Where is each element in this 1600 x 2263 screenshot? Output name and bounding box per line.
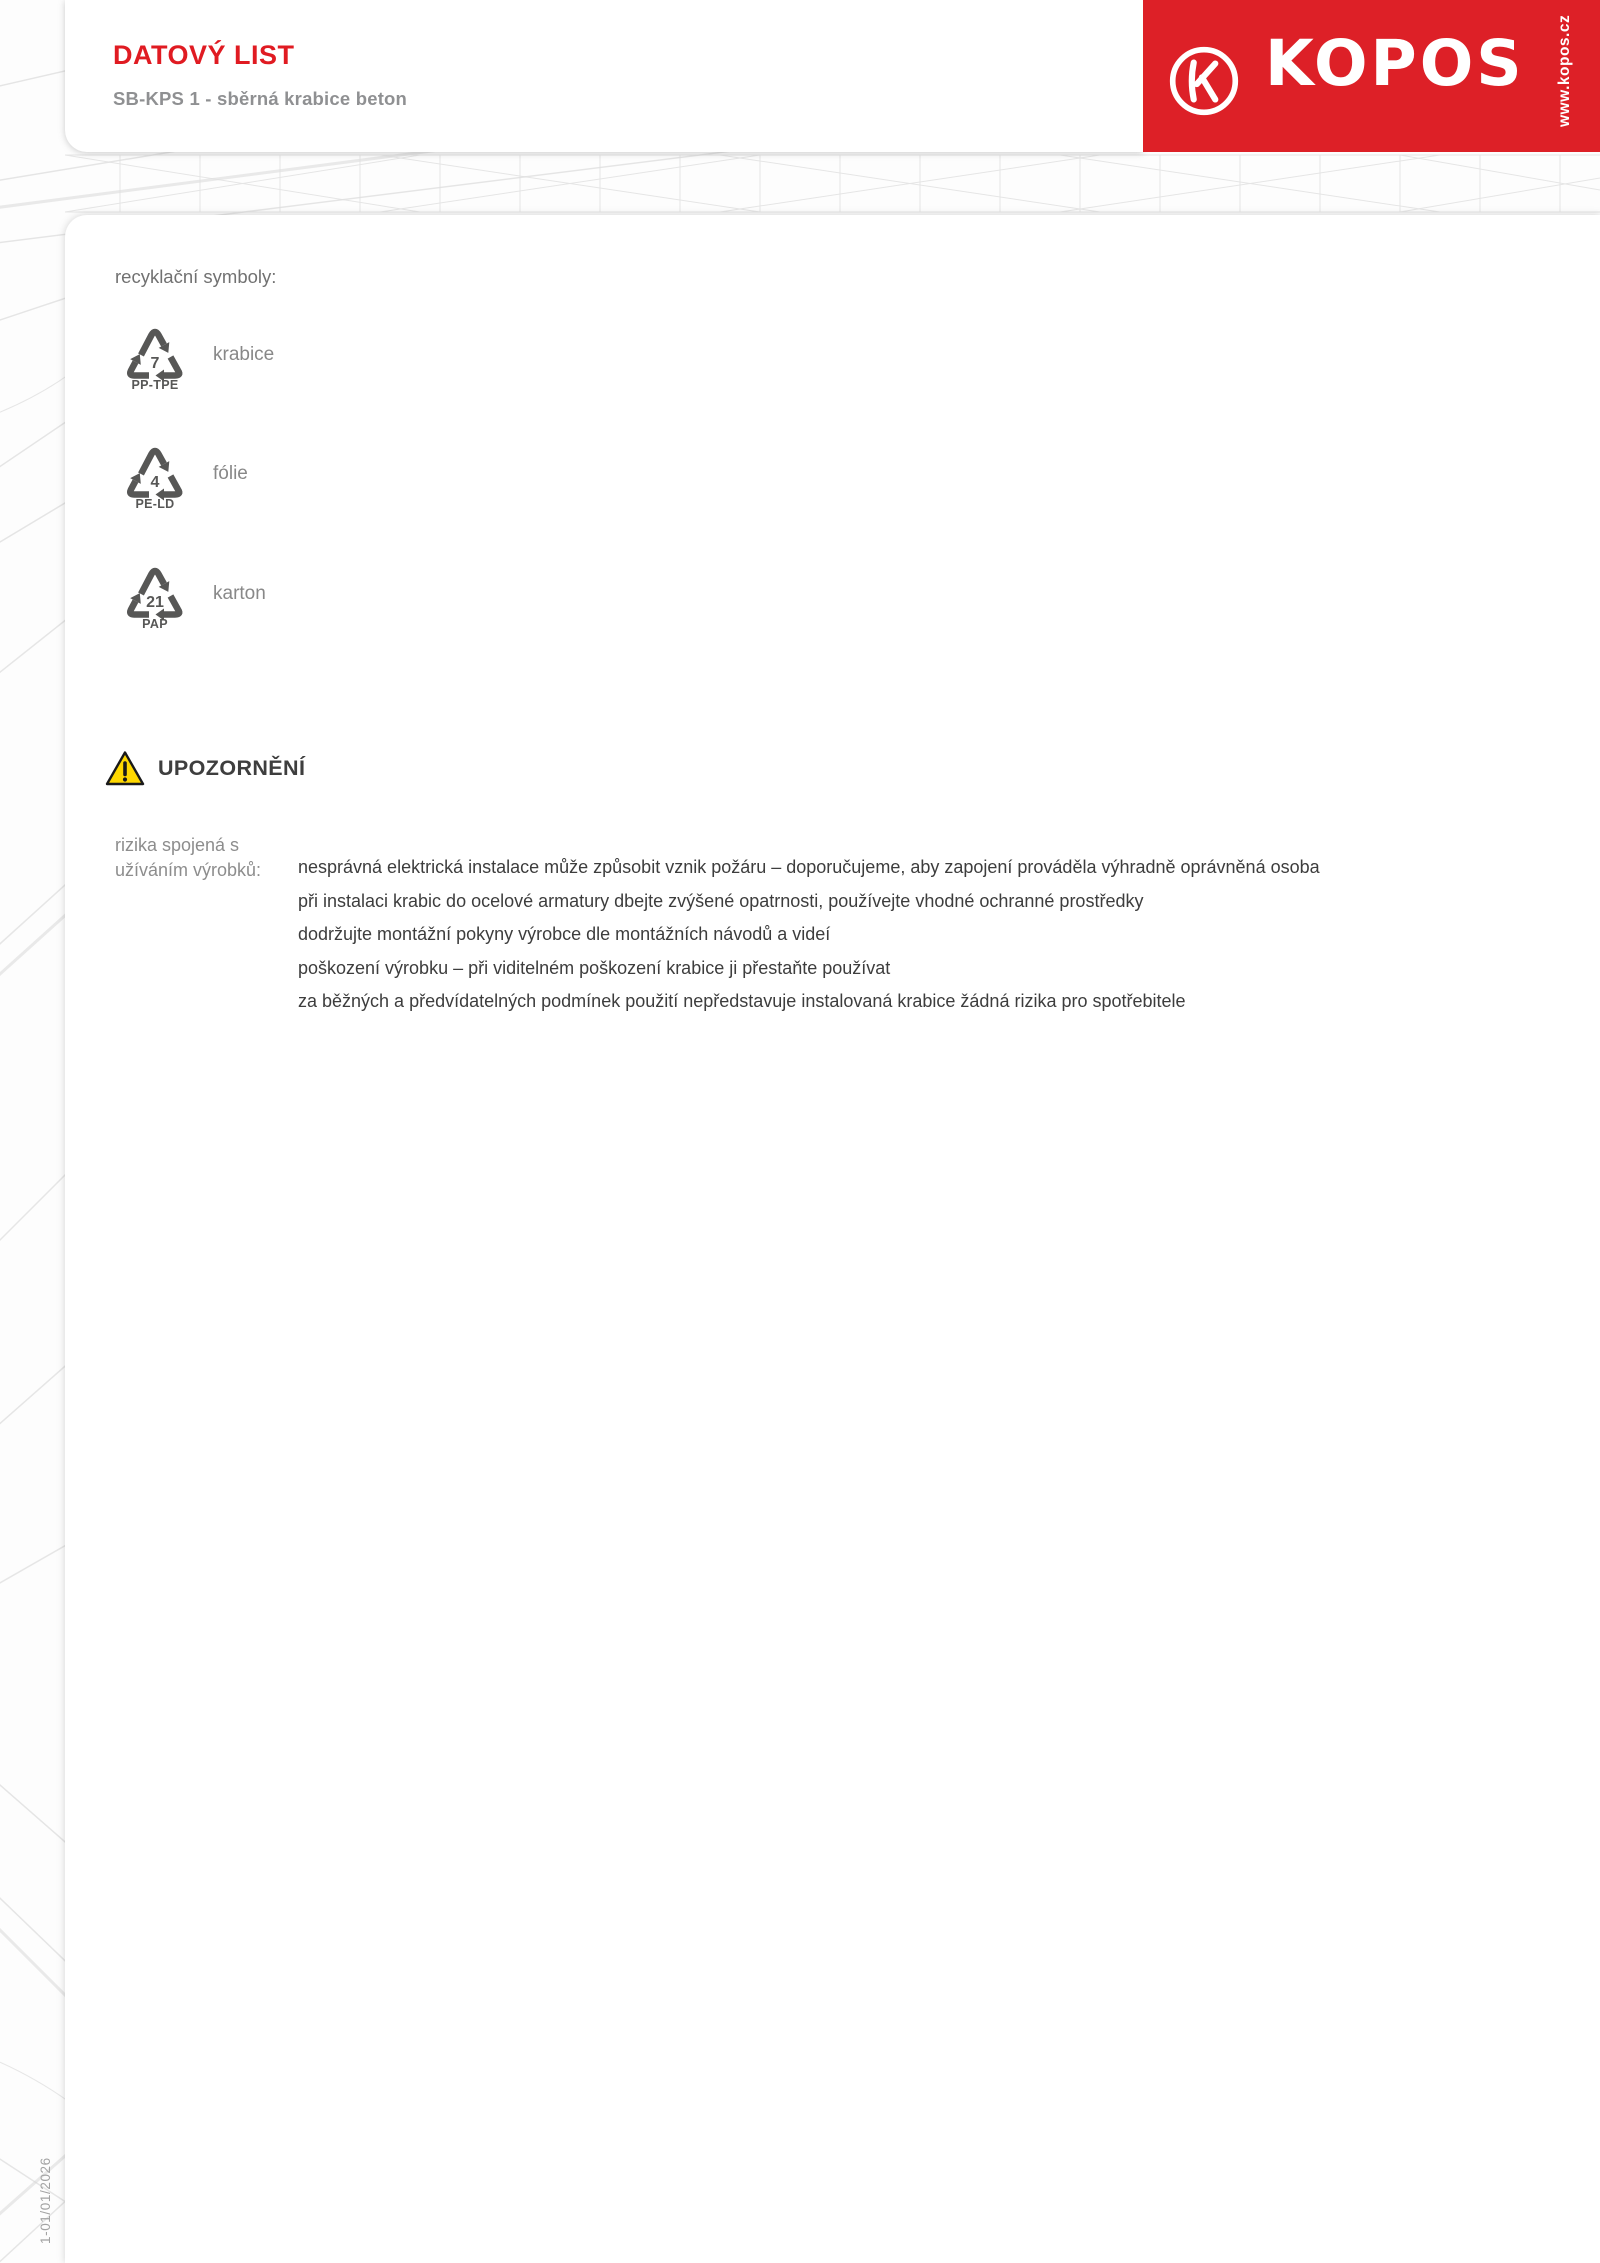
material-code: PE-LD — [135, 497, 175, 511]
risk-line: poškození výrobku – při viditelném poškození krabice ji přestaňte používat — [298, 957, 891, 978]
risks-label-line2: užíváním výrobků: — [115, 860, 262, 880]
kopos-website-text: www.kopos.cz — [1556, 14, 1573, 127]
recycle-code-number: 4 — [150, 474, 160, 491]
risk-line: za běžných a předvídatelných podmínek použití nepředstavuje instalovaná krabice žádná rizika pro spotřebitele — [298, 991, 1186, 1011]
risk-line: dodržujte montážní pokyny výrobce dle montážních návodů a videí — [298, 924, 831, 944]
warning-title: UPOZORNĚNÍ — [158, 756, 306, 780]
page-title: DATOVÝ LIST — [113, 40, 295, 70]
risks-list — [298, 851, 1558, 1019]
recycle-code-number: 21 — [146, 594, 164, 611]
warning-section-heading — [105, 750, 305, 787]
recycling-symbol-4-icon — [113, 437, 197, 511]
material-code: PAP — [142, 617, 168, 631]
material-label: karton — [213, 583, 266, 604]
document-code-vertical: 1-01/01/2026 — [38, 2157, 53, 2244]
recycling-symbol-7-icon — [113, 318, 197, 392]
risk-line: nesprávná elektrická instalace může způsobit vznik požáru – doporučujeme, aby zapojení prováděla výhradně oprávněná osoba — [298, 857, 1320, 877]
page-subtitle: SB-KPS 1 - sběrná krabice beton — [113, 88, 408, 109]
recycle-row — [113, 557, 266, 631]
recycle-code-number: 7 — [150, 355, 160, 372]
recycling-section-heading: recyklační symboly: — [115, 266, 277, 287]
risks-label-line1: rizika spojená s — [115, 835, 240, 855]
risks-label — [115, 833, 261, 883]
risk-line: při instalaci krabic do ocelové armatury dbejte zvýšené opatrnosti, používejte vhodné ochranné prostředky — [298, 890, 1144, 911]
warning-triangle-icon — [105, 750, 145, 787]
kopos-wordmark: KOPOS — [1265, 27, 1525, 100]
recycle-row — [113, 318, 274, 392]
material-label: krabice — [213, 344, 275, 365]
recycle-row — [113, 437, 248, 511]
material-code: PP-TPE — [131, 378, 179, 392]
material-label: fólie — [213, 463, 248, 484]
recycling-symbol-21-icon — [113, 557, 197, 631]
